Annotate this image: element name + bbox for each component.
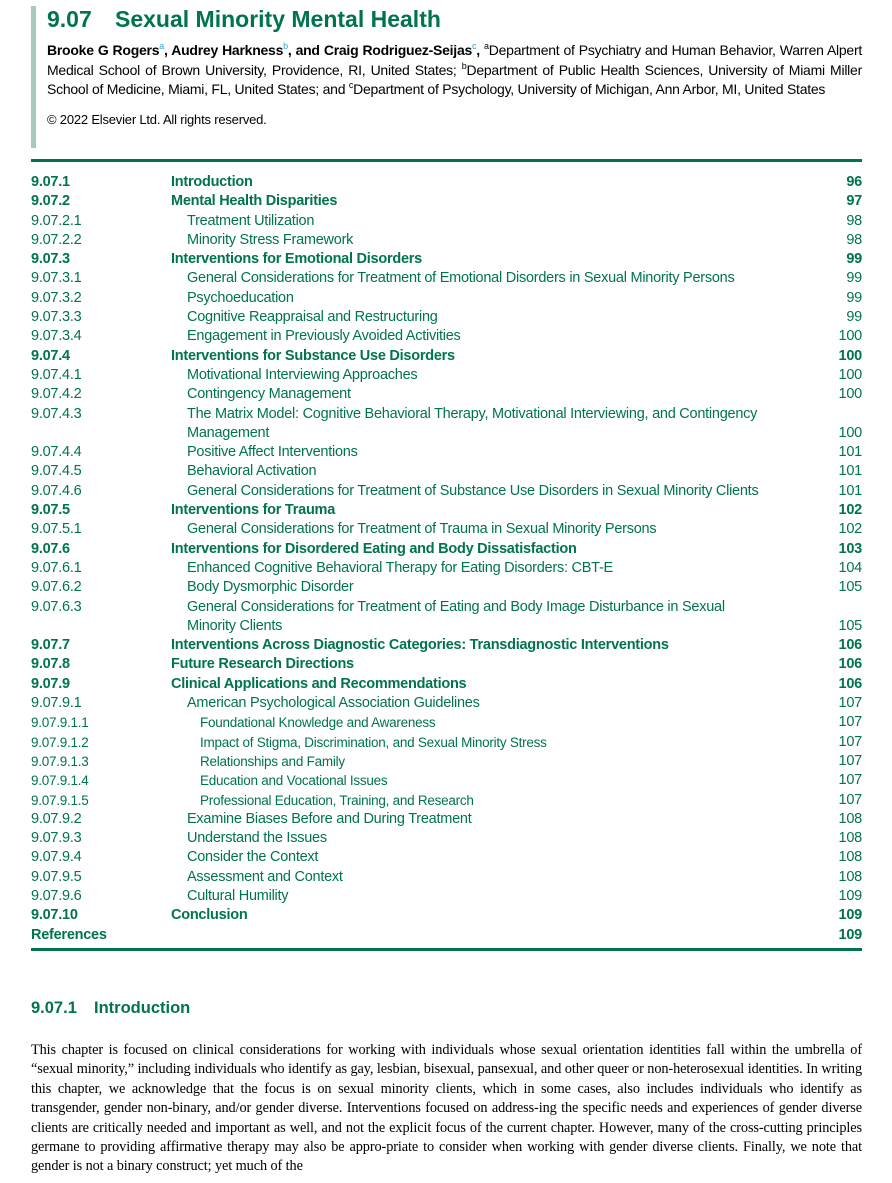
toc-entry[interactable] bbox=[31, 868, 862, 887]
toc-entry-title: Professional Education, Training, and Research bbox=[200, 792, 474, 808]
toc-entry-title: Contingency Management bbox=[187, 386, 351, 403]
toc-entry[interactable] bbox=[31, 636, 862, 655]
toc-entry-number: 9.07.1 bbox=[31, 174, 70, 190]
toc-entry-page: 107 bbox=[838, 752, 862, 769]
toc-entry[interactable] bbox=[31, 347, 862, 366]
toc-entry-page: 108 bbox=[838, 810, 862, 827]
toc-entry-number: 9.07.4.6 bbox=[31, 482, 82, 499]
body-paragraph: This chapter is focused on clinical considerations for working with individuals whose sexual orientation identities fall within the umbrella of “sexual minority,” including individuals who identify as gay, lesbian, bisexual, pansexual, and other queer or non-heterosexual identities. In writing this chapter, we acknowledge that the focus is on sexual minority clients, which in some cases, also includes individuals who identify as transgender, gender non-binary, and/or gender diverse. Interventions focused on address-ing the specific needs and experiences of gender diverse clients are critically needed and important as well, and not the explicit focus of the current chapter. However, many of the cross-cutting principles germane to providing affirmative therapy may also be appro-priate to consider when working with gender diverse clients. Finally, we note that gender is not a binary construct; yet much of the bbox=[31, 1042, 862, 1175]
toc-entry-page: 108 bbox=[838, 849, 862, 866]
toc-entry-title: Interventions for Emotional Disorders bbox=[171, 251, 422, 268]
toc-entry-title: Minority Stress Framework bbox=[187, 231, 354, 248]
toc-entry-page: 106 bbox=[838, 675, 862, 692]
toc-entry-page: 109 bbox=[838, 907, 862, 924]
toc-entry-number: 9.07.2.1 bbox=[31, 212, 82, 229]
toc-entry[interactable] bbox=[31, 385, 862, 404]
affiliation-link[interactable]: c bbox=[472, 41, 477, 51]
toc-entry-number: 9.07.6 bbox=[31, 540, 70, 557]
toc-entry-number: 9.07.3 bbox=[31, 251, 70, 268]
toc-entry[interactable] bbox=[31, 405, 862, 444]
toc-entry-title: General Considerations for Treatment of Emotional Disorders in Sexual Minority Persons bbox=[187, 270, 735, 287]
toc-entry[interactable] bbox=[31, 308, 862, 327]
affiliation-marker: c bbox=[348, 80, 354, 90]
toc-entry-title: Psychoeducation bbox=[187, 289, 294, 306]
toc-entry-number: 9.07.9.1.4 bbox=[31, 773, 89, 789]
toc-entry-number: 9.07.9.4 bbox=[31, 849, 82, 866]
toc-entry-title: Foundational Knowledge and Awareness bbox=[200, 715, 436, 731]
author-name: Craig Rodriguez-Seijas bbox=[323, 42, 473, 58]
toc-entry-page: 99 bbox=[846, 251, 862, 268]
toc-entry-title: Cultural Humility bbox=[187, 887, 289, 904]
chapter-header bbox=[31, 6, 862, 148]
toc-entry-title: Understand the Issues bbox=[187, 830, 327, 847]
toc-entry[interactable] bbox=[31, 192, 862, 211]
toc-entry[interactable] bbox=[31, 520, 862, 539]
toc-entry[interactable] bbox=[31, 694, 862, 713]
toc-entry-page: 107 bbox=[838, 733, 862, 750]
affiliation-marker: a bbox=[484, 41, 489, 51]
toc-entry-page: 107 bbox=[838, 791, 862, 808]
toc-entry[interactable] bbox=[31, 212, 862, 231]
toc-entry-page: 103 bbox=[838, 540, 862, 557]
toc-entry-number: 9.07.5 bbox=[31, 502, 70, 519]
author-name: Brooke G Rogers bbox=[47, 42, 160, 58]
toc-entry-title: General Considerations for Treatment of Substance Use Disorders in Sexual Minority Clients bbox=[187, 482, 759, 499]
toc-entry[interactable] bbox=[31, 250, 862, 269]
toc-entry-number: 9.07.9.1 bbox=[31, 695, 82, 712]
toc-entry-page: 100 bbox=[838, 366, 862, 383]
toc-entry-page: 100 bbox=[838, 424, 862, 441]
section-number: 9.07.1 bbox=[31, 999, 77, 1017]
toc-entry-page: 102 bbox=[838, 502, 862, 519]
toc-entry[interactable] bbox=[31, 443, 862, 462]
chapter-title-line bbox=[47, 6, 862, 36]
toc-entry-number: 9.07.9.1.2 bbox=[31, 734, 89, 750]
table-of-contents bbox=[31, 159, 862, 951]
toc-entry-number: 9.07.6.1 bbox=[31, 559, 82, 576]
toc-entry-number: 9.07.6.3 bbox=[31, 598, 82, 615]
toc-entry[interactable] bbox=[31, 540, 862, 559]
affiliation-text: Department of Psychology, University of Michigan, Ann Arbor, MI, United States bbox=[353, 81, 826, 97]
toc-entry[interactable] bbox=[31, 829, 862, 848]
toc-entry-title: Clinical Applications and Recommendations bbox=[171, 675, 467, 692]
toc-entry-page: 109 bbox=[838, 926, 862, 943]
chapter-title: Sexual Minority Mental Health bbox=[115, 6, 441, 32]
toc-entry-title: Consider the Context bbox=[187, 849, 319, 866]
author-separator: , bbox=[476, 42, 485, 58]
toc-entry-page: 109 bbox=[838, 887, 862, 904]
toc-entry-number: 9.07.10 bbox=[31, 907, 78, 924]
toc-entry[interactable] bbox=[31, 733, 862, 752]
toc-entry-page: 101 bbox=[838, 444, 862, 461]
toc-entry-number: 9.07.9 bbox=[31, 675, 70, 692]
toc-entry-title: Behavioral Activation bbox=[187, 463, 317, 480]
toc-entry[interactable] bbox=[31, 578, 862, 597]
toc-entry-title: Interventions for Disordered Eating and Body Dissatisfaction bbox=[171, 540, 577, 557]
toc-entry-title: Interventions Across Diagnostic Categories: Transdiagnostic Interventions bbox=[171, 637, 669, 654]
toc-entry-page: 106 bbox=[838, 637, 862, 654]
toc-entry-number: 9.07.9.1.1 bbox=[31, 715, 89, 731]
toc-entry-title: Engagement in Previously Avoided Activities bbox=[187, 328, 461, 345]
toc-entry-title: Interventions for Trauma bbox=[171, 502, 336, 519]
toc-entry-title: Enhanced Cognitive Behavioral Therapy for Eating Disorders: CBT-E bbox=[187, 559, 613, 576]
toc-entry-title: Introduction bbox=[171, 174, 253, 190]
toc-entry-number: 9.07.4.5 bbox=[31, 463, 82, 480]
toc-entry[interactable] bbox=[31, 887, 862, 906]
toc-entry[interactable] bbox=[31, 752, 862, 771]
toc-entry-number: 9.07.9.1.3 bbox=[31, 753, 89, 769]
toc-entry-number: 9.07.3.4 bbox=[31, 328, 82, 345]
toc-entry[interactable] bbox=[31, 810, 862, 829]
toc-entry-title: American Psychological Association Guidelines bbox=[187, 695, 480, 712]
toc-entry[interactable] bbox=[31, 771, 862, 790]
toc-entry[interactable] bbox=[31, 791, 862, 810]
toc-entry[interactable] bbox=[31, 926, 862, 945]
toc-entry-page: 104 bbox=[838, 559, 862, 576]
toc-entry-number: 9.07.3.2 bbox=[31, 289, 82, 306]
toc-entry-number: 9.07.9.3 bbox=[31, 830, 82, 847]
toc-entry-page: 101 bbox=[838, 482, 862, 499]
author-name: Audrey Harkness bbox=[171, 42, 284, 58]
toc-entry-title: Cognitive Reappraisal and Restructuring bbox=[187, 309, 438, 326]
toc-entry-page: 106 bbox=[838, 656, 862, 673]
toc-entry[interactable] bbox=[31, 173, 862, 192]
toc-entry-page: 99 bbox=[846, 309, 862, 326]
toc-entry-title: Assessment and Context bbox=[187, 868, 343, 885]
toc-entry-page: 107 bbox=[838, 695, 862, 712]
toc-entry-page: 100 bbox=[838, 328, 862, 345]
toc-entry-page: 98 bbox=[846, 231, 862, 248]
toc-entry[interactable] bbox=[31, 462, 862, 481]
toc-entry-title: Interventions for Substance Use Disorders bbox=[171, 347, 455, 364]
toc-entry-title: General Considerations for Treatment of Eating and Body Image Disturbance in Sexual Minority Clients bbox=[187, 598, 725, 634]
toc-entry-number: 9.07.4 bbox=[31, 347, 70, 364]
toc-entry-page: 96 bbox=[846, 174, 862, 190]
toc-entry[interactable] bbox=[31, 655, 862, 674]
toc-entry-page: 105 bbox=[838, 617, 862, 634]
toc-entry[interactable] bbox=[31, 366, 862, 385]
section-title: Introduction bbox=[94, 999, 191, 1017]
toc-entry[interactable] bbox=[31, 598, 862, 637]
author-affiliations bbox=[47, 41, 862, 100]
toc-entry-number: 9.07.7 bbox=[31, 637, 70, 654]
affiliation-text: Department of Public Health Sciences, University of Miami Miller School of Medicine, Miami, FL, United States; and bbox=[47, 61, 862, 97]
toc-entry[interactable] bbox=[31, 269, 862, 288]
toc-entry[interactable] bbox=[31, 906, 862, 925]
toc-entry-number: 9.07.4.4 bbox=[31, 444, 82, 461]
toc-entry-title: Positive Affect Interventions bbox=[187, 444, 358, 461]
toc-entry-title: Treatment Utilization bbox=[187, 212, 315, 229]
toc-entry-number: 9.07.9.5 bbox=[31, 868, 82, 885]
author-separator: , bbox=[164, 42, 172, 58]
toc-entry-page: 99 bbox=[846, 289, 862, 306]
toc-entry-title: The Matrix Model: Cognitive Behavioral Therapy, Motivational Interviewing, and Contingency Management bbox=[187, 405, 758, 441]
toc-entry-page: 107 bbox=[838, 714, 862, 731]
toc-entry-title: Mental Health Disparities bbox=[171, 193, 338, 210]
toc-entry-number: 9.07.8 bbox=[31, 656, 70, 673]
toc-entry-number: 9.07.9.6 bbox=[31, 887, 82, 904]
toc-entry-number: 9.07.2.2 bbox=[31, 231, 82, 248]
toc-entry[interactable] bbox=[31, 327, 862, 346]
toc-entry-title: Relationships and Family bbox=[200, 753, 345, 769]
toc-entry-title: General Considerations for Treatment of Trauma in Sexual Minority Persons bbox=[187, 521, 657, 538]
toc-entry-page: 108 bbox=[838, 868, 862, 885]
toc-entry-page: 97 bbox=[846, 193, 862, 210]
toc-entry-page: 100 bbox=[838, 386, 862, 403]
toc-entry[interactable] bbox=[31, 289, 862, 308]
toc-entry-number: 9.07.2 bbox=[31, 193, 70, 210]
author-separator: , and bbox=[287, 42, 324, 58]
affiliation-text: Department of Psychiatry and Human Behavior, Warren Alpert Medical School of Brown University, Providence, RI, United States; bbox=[47, 42, 863, 78]
copyright-notice: © 2022 Elsevier Ltd. All rights reserved. bbox=[47, 111, 267, 127]
toc-entry-title: Education and Vocational Issues bbox=[200, 773, 388, 789]
toc-entry-number: 9.07.5.1 bbox=[31, 521, 82, 538]
toc-entry-number: 9.07.3.1 bbox=[31, 270, 82, 287]
toc-entry-title: Body Dysmorphic Disorder bbox=[187, 579, 354, 596]
toc-entry[interactable] bbox=[31, 501, 862, 520]
toc-entry-page: 105 bbox=[838, 579, 862, 596]
toc-entry-page: 108 bbox=[838, 830, 862, 847]
toc-entry[interactable] bbox=[31, 848, 862, 867]
toc-entry-title: Motivational Interviewing Approaches bbox=[187, 366, 418, 383]
toc-entry[interactable] bbox=[31, 675, 862, 694]
toc-entry-page: 98 bbox=[846, 212, 862, 229]
toc-entry-number: 9.07.4.2 bbox=[31, 386, 82, 403]
toc-entry-number: 9.07.6.2 bbox=[31, 579, 82, 596]
toc-entry-title: Conclusion bbox=[171, 907, 248, 924]
toc-entry-title: Examine Biases Before and During Treatment bbox=[187, 810, 472, 827]
section-heading bbox=[31, 999, 190, 1018]
affiliation-link[interactable]: a bbox=[159, 41, 165, 51]
toc-entry-number: 9.07.4.3 bbox=[31, 405, 82, 422]
toc-entry-page: 100 bbox=[838, 347, 862, 364]
chapter-number: 9.07 bbox=[47, 6, 92, 32]
toc-entry[interactable] bbox=[31, 559, 862, 578]
toc-entry[interactable] bbox=[31, 482, 862, 501]
toc-entry-number: References bbox=[31, 926, 107, 943]
toc-entry-page: 101 bbox=[838, 463, 862, 480]
toc-entry-page: 107 bbox=[838, 772, 862, 789]
toc-entry[interactable] bbox=[31, 713, 862, 732]
affiliation-link[interactable]: b bbox=[283, 41, 288, 51]
toc-entry-title: Future Research Directions bbox=[171, 656, 354, 673]
toc-entry-number: 9.07.4.1 bbox=[31, 366, 82, 383]
toc-entry-number: 9.07.3.3 bbox=[31, 309, 82, 326]
toc-entry-page: 102 bbox=[838, 521, 862, 538]
toc-entry-number: 9.07.9.1.5 bbox=[31, 792, 89, 808]
toc-entry-title: Impact of Stigma, Discrimination, and Sexual Minority Stress bbox=[200, 734, 547, 750]
toc-entry-number: 9.07.9.2 bbox=[31, 810, 82, 827]
affiliation-marker: b bbox=[461, 60, 467, 71]
toc-entry-page: 99 bbox=[846, 270, 862, 287]
toc-entry-title bbox=[171, 926, 822, 945]
toc-entry[interactable] bbox=[31, 231, 862, 250]
